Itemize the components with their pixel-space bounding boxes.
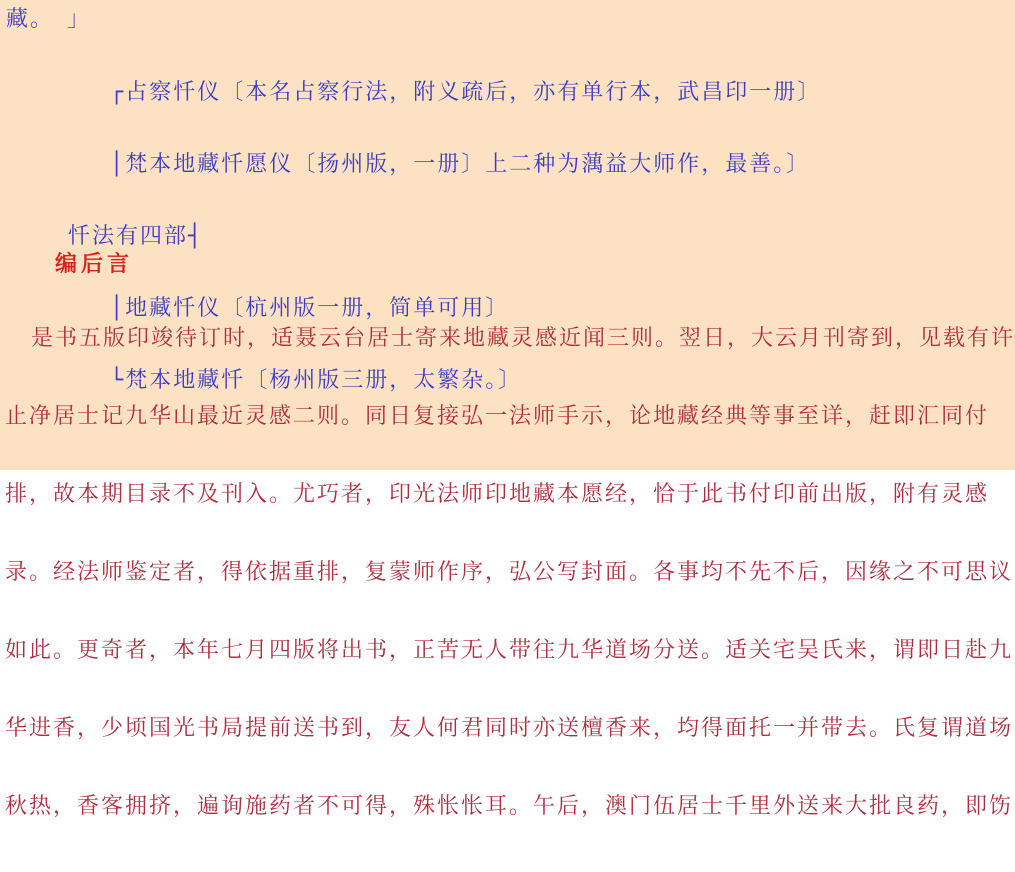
tree-root-line: 忏法有四部┤ — [68, 224, 204, 249]
afterword-text-line: 如此。更奇者，本年七月四版将出书，正苦无人带往九华道场分送。适关宅吴氏来，谓即日赴九 — [5, 638, 1014, 663]
afterword-text-line: 华进香，少顷国光书局提前送书到，友人何君同时亦送檀香来，均得面托一并带去。氏复谓道场 — [5, 716, 1014, 741]
afterword-text-line: 是书五版印竣待订时，适聂云台居士寄来地藏灵感近闻三则。翌日，大云月刊寄到，见载有许 — [31, 326, 1015, 351]
afterword-title: 编后言 — [55, 252, 134, 277]
tree-branch-line: ┌占察忏仪〔本名占察行法，附义疏后，亦有单行本，武昌印一册〕 — [110, 80, 822, 105]
afterword-body — [5, 274, 1015, 872]
page-top-text: 藏。 」 — [6, 7, 92, 32]
tree-branch-line: └梵本地藏忏〔杨州版三册，太繁杂。〕 — [110, 368, 523, 393]
afterword-text-line: 排，故本期目录不及刊入。尤巧者，印光法师印地藏本愿经，恰于此书付印前出版，附有灵感 — [5, 482, 990, 507]
afterword-text-line: 秋热，香客拥挤，遍询施药者不可得，殊怅怅耳。午后，澳门伍居士千里外送来大批良药，即饬 — [5, 794, 1014, 819]
afterword-text-line: 止净居士记九华山最近灵感二则。同日复接弘一法师手示，论地藏经典等事至详，赶即汇同付 — [5, 404, 990, 429]
tree-branch-line: │地藏忏仪〔杭州版一册，简单可用〕 — [110, 296, 510, 321]
afterword-text-line: 录。经法师鉴定者，得依据重排，复蒙师作序，弘公写封面。各事均不先不后，因缘之不可思议 — [5, 560, 1014, 585]
tree-branch-line: │梵本地藏忏愿仪〔扬州版，一册〕上二种为蕅益大师作，最善。〕 — [110, 152, 811, 177]
